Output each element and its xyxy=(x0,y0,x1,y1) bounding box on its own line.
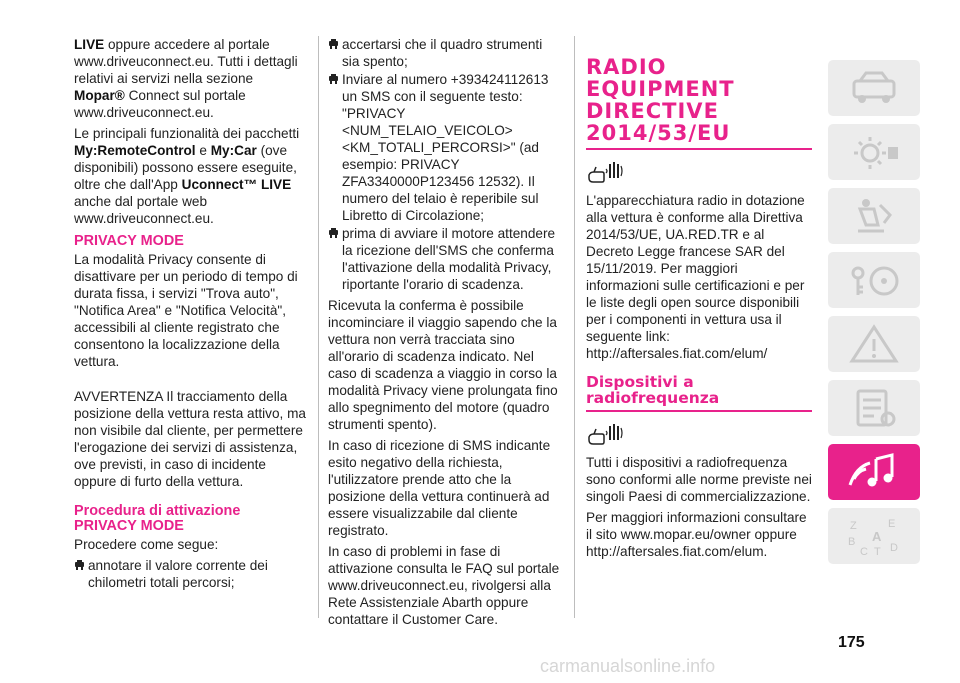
text-run: Le principali funzionalità dei pacchetti xyxy=(74,126,300,141)
text-run: (ove disponibili) possono essere eseguite, oltre che dall'App xyxy=(74,143,297,192)
bold-term: Mopar® xyxy=(74,88,125,103)
index-letter: B xyxy=(848,536,856,548)
negative-paragraph: In caso di ricezione di SMS indicante esito negativo della richiesta, l'utilizzatore prende atto che la posizione della vettura continuerà ad essere visualizzabile dal cliente registrato. xyxy=(328,438,551,538)
list-item: prima di avviare il motore attendere la ricezione dell'SMS che conferma l'attivazione della modalità Privacy, riportante l'orario di scadenza. xyxy=(328,225,560,293)
privacy-paragraph: La modalità Privacy consente di disattivare per un periodo di tempo di durata fissa, i servizi "Trova auto", "Notifica Area" e "Notifica Velocità", accessibili al cliente registrato che consentono la localizzazione della vettura. xyxy=(74,252,298,369)
tab-multimedia[interactable] xyxy=(828,444,920,500)
alphabet-index-icon xyxy=(844,515,904,557)
column-1 xyxy=(74,36,306,592)
problems-paragraph: In caso di problemi in fase di attivazione consulta le FAQ sul portale www.driveuconnect.eu, rivolgersi alla Rete Assistenziale Abarth oppure contattare il Customer Care. xyxy=(328,544,560,627)
section-title: RADIO EQUIPMENT DIRECTIVE 2014/53/EU xyxy=(586,55,735,145)
dashboard-lights-icon xyxy=(844,131,904,173)
car-bullet-icon xyxy=(328,228,339,238)
index-letter: T xyxy=(874,546,881,557)
tab-service[interactable] xyxy=(828,380,920,436)
key-steering-icon xyxy=(844,259,904,301)
music-note-icon xyxy=(844,451,904,493)
warning-paragraph: AVVERTENZA Il tracciamento della posizione della vettura resta attivo, ma non visibile dal cliente, per permettere l'erogazione dei servizi di assistenza, ove previsti, in caso di incidente oppure di furto della vettura. xyxy=(74,389,306,489)
car-bullet-icon xyxy=(328,74,339,84)
tab-dashboard-lights[interactable] xyxy=(828,124,920,180)
subtitle-rule xyxy=(586,410,812,412)
list-item: annotare il valore corrente dei chilometri totali percorsi; xyxy=(74,557,306,591)
page-number: 175 xyxy=(838,634,865,651)
radio-hand-icon xyxy=(586,160,624,184)
rf-devices-paragraph: Tutti i dispositivi a radiofrequenza sono conformi alle norme previste nei singoli Paesi di commercializzazione. xyxy=(586,455,812,504)
column-3 xyxy=(586,36,812,564)
procedure-heading: Procedura di attivazione PRIVACY MODE xyxy=(74,503,241,534)
confirmation-paragraph: Ricevuta la conferma è possibile incominciare il viaggio sapendo che la vettura non verrà tracciata sino all'orario di scadenza indicato. Nel caso di scadenza a viaggio in corso la modalità Privacy viene prolungata fino allo spegnimento del motore (quadro strumenti spento). xyxy=(328,298,558,432)
list-item: accertarsi che il quadro strumenti sia spento; xyxy=(328,36,560,70)
text-run: anche dal portale web www.driveuconnect.eu. xyxy=(74,194,214,226)
tab-alphabetical-index[interactable] xyxy=(828,508,920,564)
warning-triangle-icon xyxy=(844,323,904,365)
bold-term: My:RemoteControl xyxy=(74,143,196,158)
list-item: Inviare al numero +393424112613 un SMS con il seguente testo: "PRIVACY <NUM_TELAIO_VEICOLO> <KM_TOTALI_PERCORSI>" (ad esempio: PRIVACY ZFA3340000P123456 12532). Il numero del telaio è reperibile sul Libretto di Circolazione; xyxy=(328,71,560,224)
index-letter: A xyxy=(872,529,882,544)
chapter-sidebar xyxy=(828,60,920,572)
bold-term: Uconnect™ LIVE xyxy=(181,177,292,192)
seat-safety-icon xyxy=(844,195,904,237)
privacy-mode-heading: PRIVACY MODE xyxy=(74,233,184,249)
watermark-footer: carmanualsonline.info xyxy=(540,656,716,676)
car-bullet-icon xyxy=(328,39,339,49)
procedure-intro: Procedere come segue: xyxy=(74,537,219,552)
title-rule xyxy=(586,148,812,150)
tab-seat-safety[interactable] xyxy=(828,188,920,244)
bold-term: My:Car xyxy=(210,143,257,158)
subsection-title: Dispositivi a radiofrequenza xyxy=(586,373,720,407)
column-divider xyxy=(318,36,319,618)
features-paragraph xyxy=(74,125,306,227)
bold-term: LIVE xyxy=(74,37,105,52)
index-letter: Z xyxy=(850,520,857,532)
text-run: Connect sul portale www.driveuconnect.eu. xyxy=(74,88,246,120)
tab-warning[interactable] xyxy=(828,316,920,372)
column-divider xyxy=(574,36,575,618)
bullet-list xyxy=(328,36,560,293)
car-info-icon xyxy=(844,67,904,109)
intro-paragraph xyxy=(74,36,306,121)
text-run: e xyxy=(195,143,211,158)
tab-car-info[interactable] xyxy=(828,60,920,116)
directive-paragraph: L'apparecchiatura radio in dotazione alla vettura è conforme alla Direttiva 2014/53/UE, UA.RED.TR e al Decreto Legge francese SAR del 15/11/2019. Per maggiori informazioni sulle certificazioni e per le liste degli open source disponibili per i componenti in vettura usa il seguente link: http://aftersales.fiat.com/elum/ xyxy=(586,193,805,361)
more-info-paragraph: Per maggiori informazioni consultare il sito www.mopar.eu/owner oppure http://aftersales.fiat.com/elum. xyxy=(586,510,807,559)
service-checklist-icon xyxy=(844,387,904,429)
index-letter: D xyxy=(890,542,898,554)
text-run: oppure accedere al portale www.driveuconnect.eu. Tutti i dettagli relativi ai servizi nella sezione xyxy=(74,37,298,86)
index-letter: E xyxy=(888,518,896,530)
tab-key-steering[interactable] xyxy=(828,252,920,308)
radio-hand-icon xyxy=(586,422,624,446)
index-letter: C xyxy=(860,546,868,557)
car-bullet-icon xyxy=(74,560,85,570)
column-2 xyxy=(328,36,560,632)
